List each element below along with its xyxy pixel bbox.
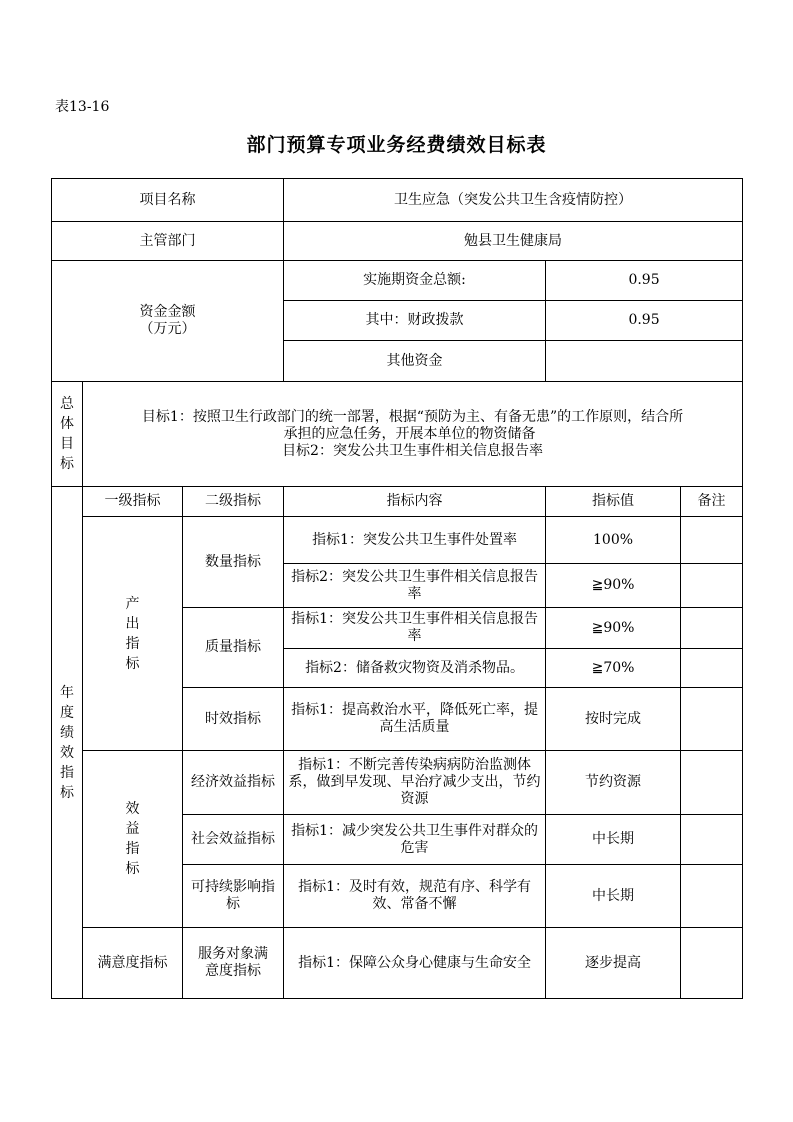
funds-total-label: 实施期资金总额: — [284, 261, 546, 301]
table-number: 表13-16 — [55, 99, 110, 115]
quantity-item-1: 指标1：突发公共卫生事件处置率 — [284, 517, 546, 564]
remark-cell — [681, 865, 743, 928]
remark-cell — [681, 928, 743, 999]
remark-cell — [681, 815, 743, 865]
social-item-1: 指标1：减少突发公共卫生事件对群众的危害 — [284, 815, 546, 865]
overall-goal-content — [83, 382, 743, 487]
social-item-1-value: 中长期 — [546, 815, 681, 865]
remark-cell — [681, 517, 743, 564]
department-label: 主管部门 — [52, 222, 284, 261]
table-row — [52, 928, 743, 999]
header-content: 指标内容 — [284, 487, 546, 517]
funds-other-value — [546, 341, 743, 382]
funds-total-row — [52, 261, 743, 301]
performance-table — [51, 178, 743, 999]
economic-indicator-label: 经济效益指标 — [183, 751, 284, 815]
sustain-indicator-label: 可持续影响指标 — [183, 865, 284, 928]
output-indicator-label: 产出指标 — [83, 517, 183, 751]
project-name-row — [52, 179, 743, 222]
header-level2: 二级指标 — [183, 487, 284, 517]
project-name-label: 项目名称 — [52, 179, 284, 222]
overall-goal-row — [52, 382, 743, 487]
time-item-1-value: 按时完成 — [546, 688, 681, 751]
table-row — [52, 751, 743, 815]
remark-cell — [681, 564, 743, 608]
quality-item-2-value: ≧70% — [546, 649, 681, 688]
goal1-line1: 目标1：按照卫生行政部门的统一部署，根据“预防为主、有备无患”的工作原则，结合所 — [141, 408, 684, 425]
quantity-item-1-value: 100% — [546, 517, 681, 564]
time-indicator-label: 时效指标 — [183, 688, 284, 751]
overall-goal-label: 总体目标 — [52, 382, 83, 487]
remark-cell — [681, 608, 743, 649]
quality-item-1: 指标1：突发公共卫生事件相关信息报告率 — [284, 608, 546, 649]
social-indicator-label: 社会效益指标 — [183, 815, 284, 865]
quality-item-1-value: ≧90% — [546, 608, 681, 649]
header-level1: 一级指标 — [83, 487, 183, 517]
remark-cell — [681, 751, 743, 815]
project-name-value: 卫生应急（突发公共卫生含疫情防控） — [284, 179, 743, 222]
satisfaction-item-1: 指标1：保障公众身心健康与生命安全 — [284, 928, 546, 999]
remark-cell — [681, 649, 743, 688]
quality-item-2: 指标2：储备救灾物资及消杀物品。 — [284, 649, 546, 688]
indicator-header-row — [52, 487, 743, 517]
quantity-item-2-value: ≧90% — [546, 564, 681, 608]
annual-indicator-label: 年度绩效指标 — [52, 487, 83, 999]
funds-label-line1: 资金金额 — [139, 304, 196, 320]
sustain-item-1: 指标1：及时有效，规范有序、科学有效、常备不懈 — [284, 865, 546, 928]
table-row — [52, 517, 743, 564]
economic-item-1-value: 节约资源 — [546, 751, 681, 815]
goal1-line2: 承担的应急任务，开展本单位的物资储备 — [283, 425, 536, 442]
benefit-indicator-label: 效益指标 — [83, 751, 183, 928]
funds-fiscal-label: 其中：财政拨款 — [284, 301, 546, 341]
header-value: 指标值 — [546, 487, 681, 517]
funds-total-value: 0.95 — [546, 261, 743, 301]
funds-other-label: 其他资金 — [284, 341, 546, 382]
department-value: 勉县卫生健康局 — [284, 222, 743, 261]
funds-label-line2: （万元） — [139, 321, 196, 337]
satisfaction-indicator-label: 满意度指标 — [83, 928, 183, 999]
page-title: 部门预算专项业务经费绩效目标表 — [246, 134, 547, 156]
economic-item-1: 指标1：不断完善传染病病防治监测体系，做到早发现、早治疗减少支出，节约资源 — [284, 751, 546, 815]
remark-cell — [681, 688, 743, 751]
department-row — [52, 222, 743, 261]
satisfaction-item-1-value: 逐步提高 — [546, 928, 681, 999]
funds-label — [52, 261, 284, 382]
sustain-item-1-value: 中长期 — [546, 865, 681, 928]
funds-fiscal-value: 0.95 — [546, 301, 743, 341]
header-remark: 备注 — [681, 487, 743, 517]
satisfaction-sub-label: 服务对象满意度指标 — [183, 928, 284, 999]
time-item-1: 指标1：提高救治水平，降低死亡率，提高生活质量 — [284, 688, 546, 751]
quantity-indicator-label: 数量指标 — [183, 517, 284, 608]
goal2: 目标2：突发公共卫生事件相关信息报告率 — [282, 442, 543, 459]
quantity-item-2: 指标2：突发公共卫生事件相关信息报告率 — [284, 564, 546, 608]
quality-indicator-label: 质量指标 — [183, 608, 284, 688]
